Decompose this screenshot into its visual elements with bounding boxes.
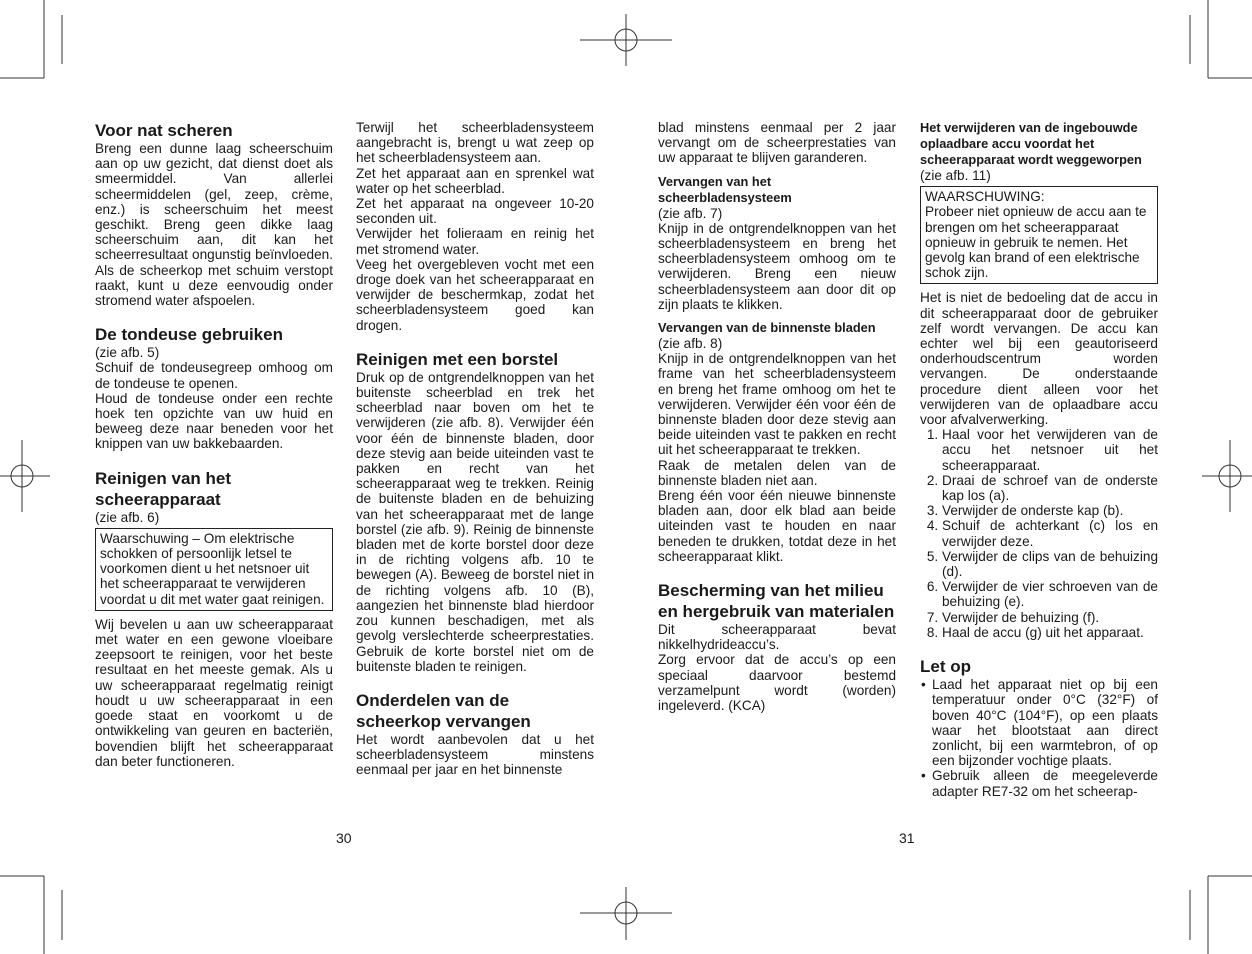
list-item: • Gebruik alleen de meegeleverde adapter RE7-32 om het scheerap- (932, 768, 1158, 798)
paragraph-trimmer-2: Houd de tondeuse onder een rechte hoek ten opzichte van uw huid en beweeg deze naar beneden voor het knippen van uw bakkebaarden. (95, 390, 333, 452)
paragraph-cleaning: Wij bevelen u aan uw scheerapparaat met water en een gewone vloeibare zeepsoort te reinigen, voor het beste resultaat en het meeste gemak. Als u uw scheerapparaat regelmatig reinigt houdt u uw scheerapparaat in een goede staat en voorkomt u de ontwikkeling van geuren en bacteriën, bovendien blijft het scheerapparaat dan beter functioneren. (95, 616, 333, 769)
list-item: • Laad het apparaat niet op bij een temperatuur onder 0°C (32°F) of boven 40°C (104°F), op een plaats waar het blootstaat aan direct zonlicht, bij een warmtebron, of op een bijzonder vochtige plaats. (932, 677, 1158, 768)
list-item: 4. Schuif de achterkant (c) los en verwijder deze. (942, 518, 1158, 548)
paragraph-environment-1: Dit scheerapparaat bevat nikkelhydrideaccu’s. (658, 622, 896, 653)
left-page-column-2 (356, 120, 594, 778)
figure-reference: (zie afb. 5) (95, 345, 160, 361)
battery-removal-steps (920, 427, 1158, 640)
heading-trimmer: De tondeuse gebruiken (95, 325, 283, 345)
list-item: 3. Verwijder de onderste kap (b). (942, 503, 1158, 518)
paragraph-replace-foil: Knijp in de ontgrendelknoppen van het scheerbladensysteem en breng het scheerbladensysteem omhoog om te verwijderen. Breng een nieuw scheerbladensysteem aan door dit op zijn plaats te klikken. (658, 220, 896, 312)
paragraph-dry: Veeg het overgebleven vocht met een droge doek van het scheerapparaat en verwijder de beschermkap, zodat het scheerbladensysteem goed kan drogen. (356, 256, 594, 333)
page-number-left: 30 (336, 830, 352, 846)
paragraph-replace-parts: Het wordt aanbevolen dat u het scheerbladensysteem minstens eenmaal per jaar en het binnenste (356, 731, 594, 778)
warning-box (95, 528, 333, 611)
heading-brush-cleaning: Reinigen met een borstel (356, 349, 559, 369)
paragraph-soap: Terwijl het scheerbladensysteem aangebracht is, brengt u wat zeep op het scheerbladensysteem aan. (356, 120, 594, 166)
list-item: 8. Haal de accu (g) uit het apparaat. (942, 625, 1158, 640)
paragraph-inner-2: Raak de metalen delen van de binnenste bladen niet aan. (658, 457, 896, 488)
left-page-column-1 (95, 120, 333, 769)
heading-replace-parts: Onderdelen van de scheerkop vervangen (356, 690, 531, 731)
paragraph-battery-intro: Het is niet de bedoeling dat de accu in dit scheerapparaat door de gebruiker zelf wordt vervangen. De accu kan echter wel bij een geautoriseerd onderhoudscentrum worden vervangen. De onderstaande procedure dient alleen voor het verwijderen van de oplaadbare accu voor afvalverwerking. (920, 290, 1158, 428)
figure-reference: (zie afb. 6) (95, 509, 160, 525)
paragraph-inner-3: Breng één voor één nieuwe binnenste bladen aan, door elk blad aan beide uiteinden vast te houden en naar beneden te drukken, totdat deze in het scheerapparaat klikt. (658, 488, 896, 564)
paragraph-wet-shaving: Breng een dunne laag scheerschuim aan op uw gezicht, dat dienst doet als smeermiddel. Van allerlei scheermiddelen (gel, zeep, crème, enz.) is scheerschuim het meest geschikt. Breng geen dikke laag scheerschuim aan, dit kan het scheerresultaat ongunstig beïnvloeden. Als de scheerkop met schuim verstopt raakt, kunt u deze eenvoudig onder stromend water afspoelen. (95, 141, 333, 309)
paragraph-switch-off: Zet het apparaat na ongeveer 10-20 seconden uit. (356, 196, 594, 227)
paragraph-inner-1: Knijp in de ontgrendelknoppen van het frame van het scheerbladensysteem en breng het frame omhoog om het te verwijderen. Verwijder één voor één de binnenste bladen door deze stevig aan beide uiteinden vast te pakken en recht uit het scheerapparaat te trekken. (658, 351, 896, 458)
list-item: 7. Verwijder de behuizing (f). (942, 610, 1158, 625)
right-page-column-4 (920, 120, 1158, 799)
warning-text: Waarschuwing – Om elektrische schokken of persoonlijk letsel te voorkomen dient u het netsnoer uit het scheerapparaat te verwijderen voordat u dit met water gaat reinigen. (100, 530, 325, 607)
heading-caution: Let op (920, 657, 971, 677)
heading-cleaning: Reinigen van het scheerapparaat (95, 468, 232, 509)
battery-warning-box (920, 186, 1158, 284)
paragraph-environment-2: Zorg ervoor dat de accu’s op een speciaal daarvoor bestemd verzamelpunt wordt (worden) ingeleverd. (KCA) (658, 652, 896, 714)
right-page-column-3 (658, 120, 896, 713)
warning-text: Probeer niet opnieuw de accu aan te brengen om het scheerapparaat opnieuw in gebruik te nemen. Het gevolg kan brand of een elektrische schok zijn. (925, 204, 1147, 281)
figure-reference: (zie afb. 7) (658, 205, 723, 221)
warning-title: WAARSCHUWING: (925, 189, 1045, 205)
figure-reference: (zie afb. 8) (658, 336, 723, 352)
list-item: 1. Haal voor het verwijderen van de accu het netsnoer uit het scheerapparaat. (942, 427, 1158, 473)
paragraph-brush-cleaning: Druk op de ontgrendelknoppen van het buitenste scheerblad en trek het scheerblad naar boven om het te verwijderen (zie afb. 8). Verwijder één voor één de binnenste bladen, door deze stevig aan beide uiteinden vast te pakken en recht van het scheerapparaat weg te trekken. Reinig de buitenste bladen en de behuizing van het scheerapparaat met de lange borstel (zie afb. 9). Reinig de binnenste bladen met de korte borstel door deze in de richting volgens afb. 10 te bewegen (A). Beweeg de borstel niet in de richting volgens afb. 10 (B), aangezien het binnenste blad hierdoor zou kunnen beschadigen, met als gevolg verslechterde scheerprestaties. Gebruik de korte borstel niet om de buitenste bladen te reinigen. (356, 369, 594, 674)
caution-list (920, 677, 1158, 799)
paragraph-continued: blad minstens eenmaal per 2 jaar vervangt om de scheerprestaties van uw apparaat te blijven garanderen. (658, 120, 896, 166)
paragraph-water: Zet het apparaat aan en sprenkel wat water op het scheerblad. (356, 165, 594, 196)
list-item: 6. Verwijder de vier schroeven van de behuizing (e). (942, 579, 1158, 609)
heading-replace-inner-blades: Vervangen van de binnenste bladen (658, 320, 876, 336)
paragraph-foil-frame: Verwijder het folieraam en reinig het met stromend water. (356, 226, 594, 257)
heading-wet-shaving: Voor nat scheren (95, 121, 233, 140)
figure-reference: (zie afb. 11) (920, 168, 991, 183)
paragraph-trimmer-1: Schuif de tondeusegreep omhoog om de tondeuse te openen. (95, 360, 333, 391)
page-number-right: 31 (899, 830, 915, 846)
heading-replace-foil: Vervangen van het scheerbladensysteem (658, 173, 792, 205)
list-item: 2. Draai de schroef van de onderste kap los (a). (942, 473, 1158, 503)
heading-battery-removal: Het verwijderen van de ingebouwde oplaadbare accu voordat het scheerapparaat wordt weggeworpen (920, 120, 1142, 167)
list-item: 5. Verwijder de clips van de behuizing (d). (942, 549, 1158, 579)
heading-environment: Bescherming van het milieu en hergebruik van materialen (658, 581, 895, 622)
